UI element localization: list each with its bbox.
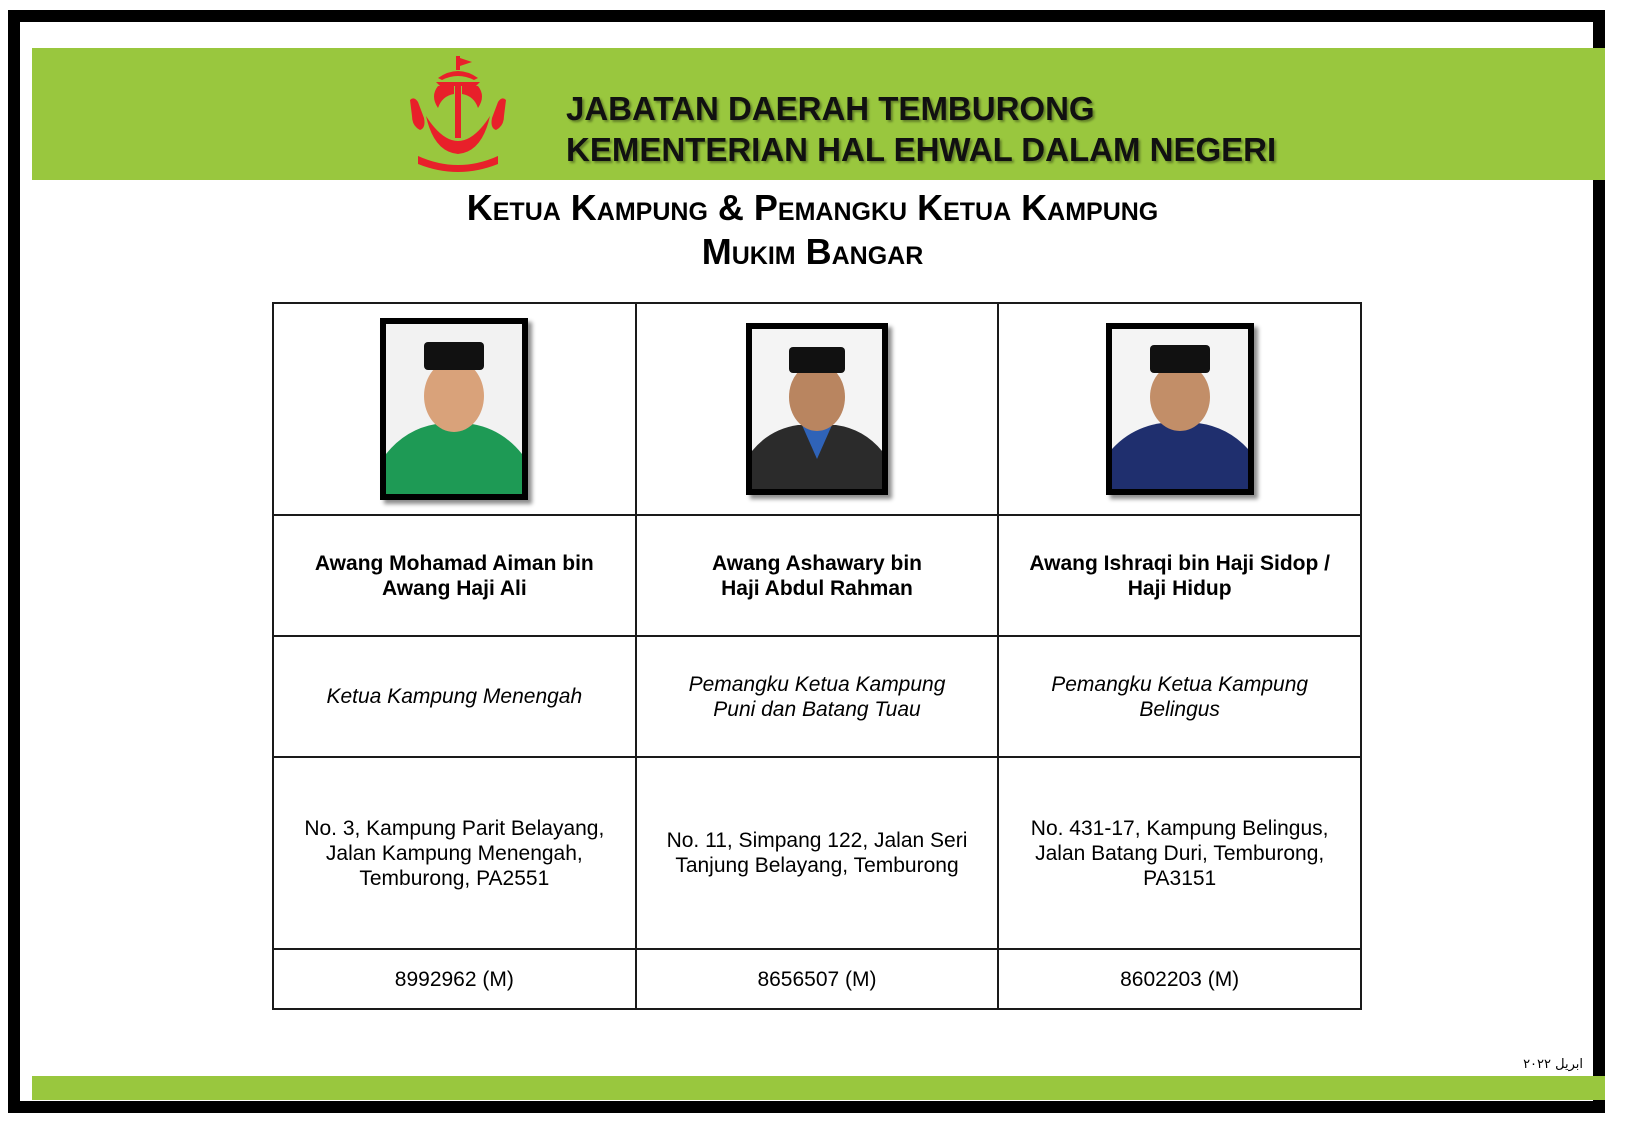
name-cell bbox=[273, 515, 636, 636]
role-cell bbox=[273, 636, 636, 757]
name-line-2: Awang Haji Ali bbox=[381, 576, 527, 600]
photo-cell bbox=[273, 303, 636, 515]
organization-name bbox=[566, 88, 1276, 170]
photo-row bbox=[273, 303, 1361, 515]
footer-date: ابريل ٢٠٢٢ bbox=[1523, 1057, 1583, 1072]
brunei-crest-icon bbox=[408, 56, 508, 172]
address-line-2: Jalan Kampung Menengah, bbox=[325, 841, 583, 865]
role-line-2: Belingus bbox=[1139, 697, 1220, 721]
village-head-table bbox=[272, 302, 1362, 1010]
name-line-1: Awang Ishraqi bin Haji Sidop / bbox=[1029, 551, 1330, 575]
title-line-2: Mukim Bangar bbox=[701, 231, 924, 272]
phone-row bbox=[273, 949, 1361, 1009]
portrait-photo-2 bbox=[746, 323, 888, 495]
address-line-3: PA3151 bbox=[1143, 866, 1217, 890]
role-line-1: Pemangku Ketua Kampung bbox=[1051, 672, 1309, 696]
photo-cell bbox=[636, 303, 999, 515]
address-line-1: No. 11, Simpang 122, Jalan Seri bbox=[666, 829, 968, 852]
address-line-1: No. 431-17, Kampung Belingus, bbox=[1030, 816, 1329, 840]
portrait-photo-3 bbox=[1106, 323, 1254, 495]
title-line-1: Ketua Kampung & Pemangku Ketua Kampung bbox=[466, 187, 1159, 228]
header-band bbox=[32, 48, 1605, 180]
address-line-2: Tanjung Belayang, Temburong bbox=[675, 854, 959, 877]
org-line-1: JABATAN DAERAH TEMBURONG bbox=[566, 90, 1095, 127]
portrait-photo-1 bbox=[380, 318, 528, 500]
phone-cell: 8992962 (M) bbox=[273, 949, 636, 1009]
name-line-2: Haji Hidup bbox=[1127, 576, 1232, 600]
footer-band bbox=[32, 1076, 1605, 1100]
phone-cell: 8656507 (M) bbox=[636, 949, 999, 1009]
phone-cell: 8602203 (M) bbox=[998, 949, 1361, 1009]
address-line-2: Jalan Batang Duri, Temburong, bbox=[1035, 841, 1325, 865]
address-row bbox=[273, 757, 1361, 949]
role-line-1: Ketua Kampung Menengah bbox=[326, 685, 583, 708]
role-cell bbox=[998, 636, 1361, 757]
page-title bbox=[0, 186, 1625, 274]
address-cell bbox=[636, 757, 999, 949]
name-line-1: Awang Ashawary bin bbox=[711, 551, 923, 575]
name-cell bbox=[998, 515, 1361, 636]
address-line-3: Temburong, PA2551 bbox=[359, 866, 550, 890]
address-line-1: No. 3, Kampung Parit Belayang, bbox=[304, 816, 605, 840]
name-cell bbox=[636, 515, 999, 636]
address-cell bbox=[998, 757, 1361, 949]
role-row bbox=[273, 636, 1361, 757]
name-line-1: Awang Mohamad Aiman bin bbox=[314, 551, 594, 575]
role-cell bbox=[636, 636, 999, 757]
org-line-2: KEMENTERIAN HAL EHWAL DALAM NEGERI bbox=[566, 131, 1277, 168]
name-row bbox=[273, 515, 1361, 636]
role-line-2: Puni dan Batang Tuau bbox=[713, 697, 921, 721]
photo-cell bbox=[998, 303, 1361, 515]
name-line-2: Haji Abdul Rahman bbox=[721, 576, 913, 600]
role-line-1: Pemangku Ketua Kampung bbox=[688, 672, 946, 696]
address-cell bbox=[273, 757, 636, 949]
